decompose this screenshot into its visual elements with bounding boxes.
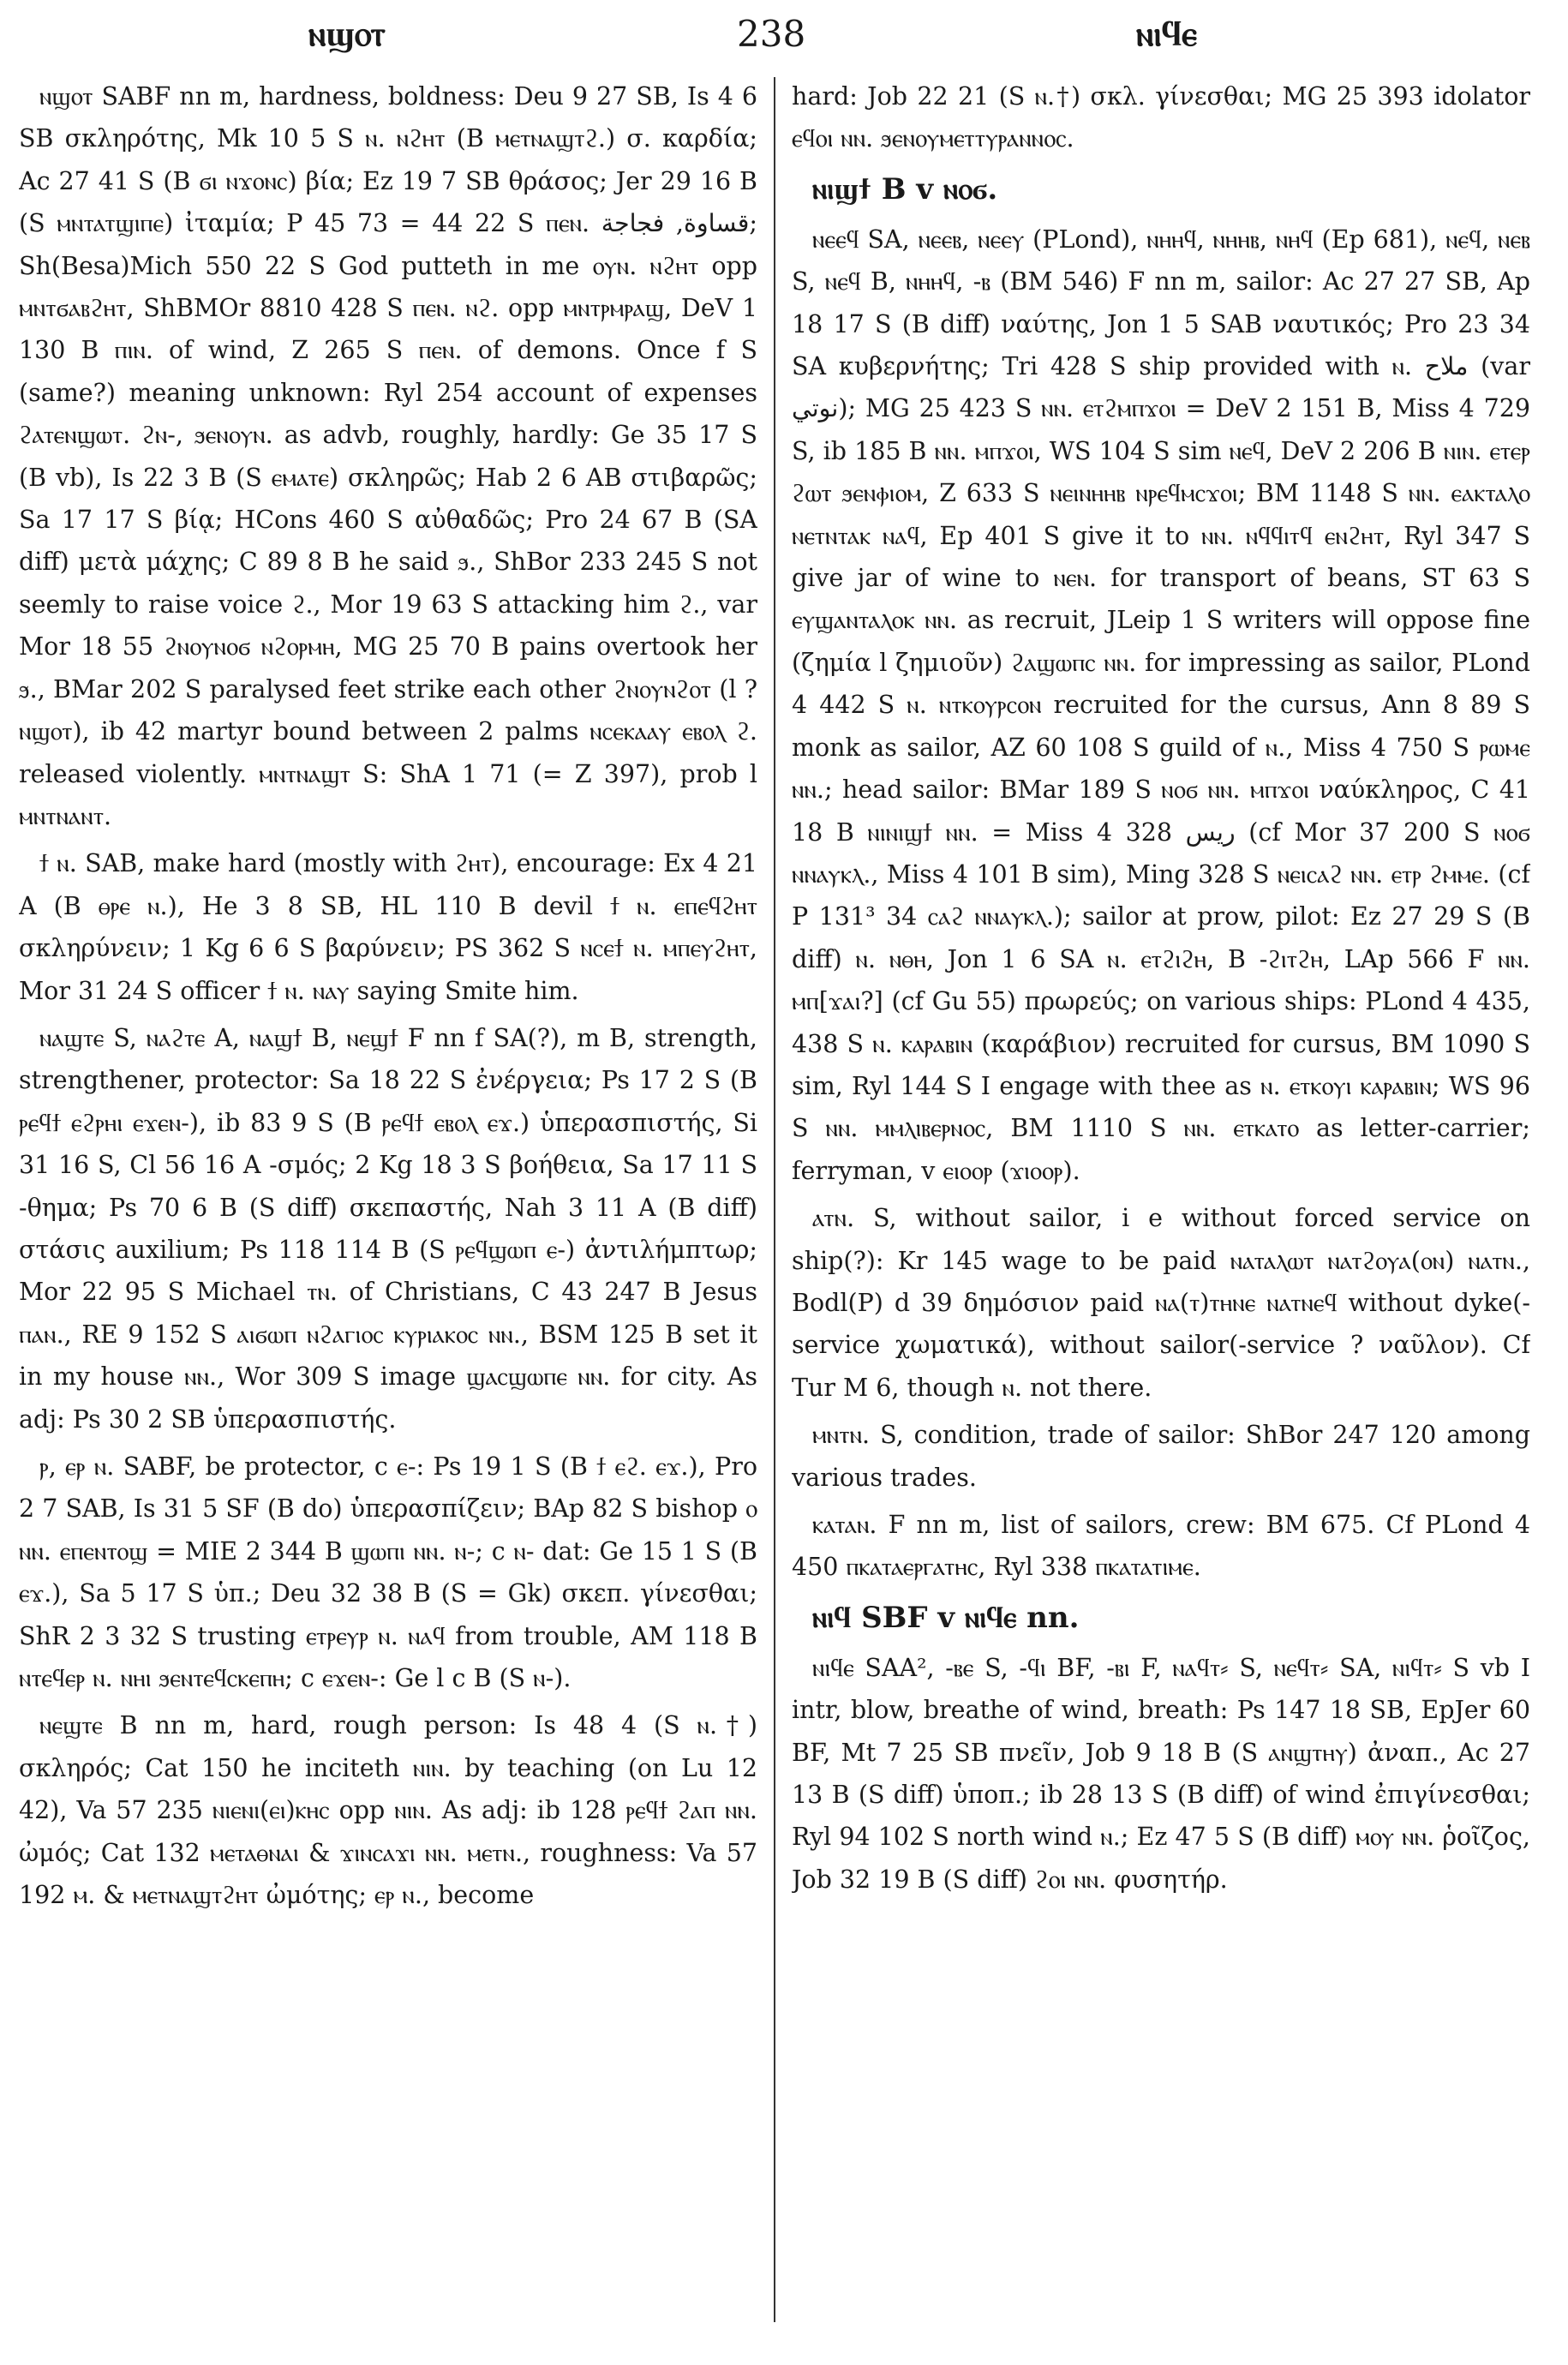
entry-nishti: ⲛⲓϣϯ B v ⲛⲟϭ. [812,171,998,207]
entry-neef: ⲛⲉⲉϥ SA, ⲛⲉⲉⲃ, ⲛⲉⲉⲩ (PLond), ⲛⲏⲏϥ, ⲛⲏⲏⲃ, ⲛⲏϥ (Ep 681), ⲛⲉϥ, ⲛⲉⲃ S, ⲛⲉϥ B, ⲛⲏⲏϥ, -ⲃ (BM 546) F nn m, sailor: Ac 27 27 SB, Ap 18 17 S (B diff) ναύτης, Jon 1 5 SAB ναυτικός; Pro 23 34 SA κυβερνήτης; Tri 428 S ship provided with ⲛ. ﻣﻼﺡ (var ﻧﻮﺗﻲ); MG 25 423 S ⲛⲛ. ⲉⲧϩⲙⲡϫⲟⲓ = DeV 2 151 B, Miss 4 729 S, ib 185 B ⲛⲛ. ⲙⲡϫⲟⲓ, WS 104 S sim ⲛⲉϥ, DeV 2 206 B ⲛⲓⲛ. ⲉⲧⲉⲣ ϩⲱⲧ ϧⲉⲛⲫⲓⲟⲙ, Z 633 S ⲛⲉⲓⲛⲏⲏⲃ ⲛⲣⲉϥⲙⲥϫⲟⲓ; BM 1148 S ⲛⲛ. ⲉⲁⲕⲧⲁⲗⲟ ⲛⲉⲧⲛⲧⲁⲕ ⲛⲁϥ, Ep 401 S give it to ⲛⲛ. ⲛϥϥⲓⲧϥ ⲉⲛϩⲏⲧ, Ryl 347 S give jar of wine to ⲛⲉⲛ. for transport of beans, ST 63 S ⲉⲩϣⲁⲛⲧⲁⲗⲟⲕ ⲛⲛ. as recruit, JLeip 1 S writers will oppose fine (ζημία l ζημιοῦν) ϩⲁϣⲱⲡⲥ ⲛⲛ. for impressing as sailor, PLond 4 442 S ⲛ. ⲛⲧⲕⲟⲩⲣⲥⲟⲛ recruited for the cursus, Ann 8 89 S monk as sailor, AZ 60 108 S guild of ⲛ., Miss 4 750 S ⲣⲱⲙⲉ ⲛⲛ.; head sailor: BMar 189 S ⲛⲟϭ ⲛⲛ. ⲙⲡϫⲟⲓ ναύκληρος, C 41 18 B ⲛⲓⲛⲓϣϯ ⲛⲛ. = Miss 4 328 ﺭﻳﺲ (cf Mor 37 200 S ⲛⲟϭ ⲛⲛⲁⲩⲕⲗ., Miss 4 101 B sim), Ming 328 S ⲛⲉⲓⲥⲁϩ ⲛⲛ. ⲉⲧⲣ ϩⲙⲙⲉ. (cf P 131³ 34 ⲥⲁϩ ⲛⲛⲁⲩⲕⲗ.); sailor at prow, pilot: Ez 27 29 S (B diff) ⲛ. ⲛⲑⲏ, Jon 1 6 SA ⲛ. ⲉⲧϩⲓϩⲏ, B -ϩⲓⲧϩⲏ, LAp 566 F ⲛⲛ. ⲙⲡ[ϫⲁⲓ?] (cf Gu 55) πρωρεύς; on various ships: PLond 4 435, 438 S ⲛ. ⲕⲁⲣⲁⲃⲓⲛ (καράβιον) recruited for cursus, BM 1090 S sim, Ryl 144 S I engage with thee as ⲛ. ⲉⲧⲕⲟⲩⲓ ⲕⲁⲣⲁⲃⲓⲛ; WS 96 S ⲛⲛ. ⲙⲙⲗⲓⲃⲉⲣⲛⲟⲥ, BM 1110 S ⲛⲛ. ⲉⲧⲕⲁⲧⲟ as letter-carrier; ferryman, v ⲉⲓⲟⲟⲣ (ϫⲓⲟⲟⲣ). [792,225,1530,1185]
entry-mntn: ⲙⲛⲧⲛ. S, condition, trade of sailor: ShBor 247 120 among various trades. [792,1421,1530,1492]
entry-atn: ⲁⲧⲛ. S, without sailor, i e without forced service on ship(?): Kr 145 wage to be paid ⲛⲁⲧⲁⲗⲱⲧ ⲛⲁⲧϩⲟⲩⲁ(ⲟⲛ) ⲛⲁⲧⲛ., Bodl(P) d 39 δημόσιον paid ⲛⲁ(ⲧ)ⲧⲏⲛⲉ ⲛⲁⲧⲛⲉϥ without dyke(-service χωματικά), without sailor(-service ? ναῦλον). Cf Tur M 6, though ⲛ. not there. [792,1204,1530,1402]
running-head-left: ⲛϣⲟⲧ [308,14,386,54]
entry-continuation: hard: Job 22 21 (S ⲛ.†) σκλ. γίνεσθαι; MG 25 393 idolator ⲉϥⲟⲓ ⲛⲛ. ϧⲉⲛⲟⲩⲙⲉⲧⲧⲩⲣⲁⲛⲛⲟⲥ. [792,82,1530,153]
page-number: 238 [737,13,806,55]
entry-er-n: ⲣ, ⲉⲣ ⲛ. SABF, be protector, c ⲉ-: Ps 19 1 S (B ϯ ⲉϩ. ⲉϫ.), Pro 2 7 SAB, Is 31 5 SF (B do) ὑπερασπίζειν; BAp 82 S bishop ⲟ ⲛⲛ. ⲉⲡⲉⲛⲧⲟϣ = MIE 2 344 B ϣⲱⲡⲓ ⲛⲛ. ⲛ-; c ⲛ- dat: Ge 15 1 S (B ⲉϫ.), Sa 5 17 S ὑπ.; Deu 32 38 B (S = Gk) σκεπ. γίνεσθαι; ShR 2 3 32 S trusting ⲉⲧⲣⲉⲩⲣ ⲛ. ⲛⲁϥ from trouble, AM 118 B ⲛⲧⲉϥⲉⲣ ⲛ. ⲛⲏⲓ ϧⲉⲛⲧⲉϥⲥⲕⲉⲡⲏ; c ⲉϫⲉⲛ-: Ge l c B (S ⲛ-). [19,1452,757,1693]
entry-ti-n: ϯ ⲛ. SAB, make hard (mostly with ϩⲏⲧ), encourage: Ex 4 21 A (B ⲑⲣⲉ ⲛ.), He 3 8 SB, HL 110 B devil ϯ ⲛ. ⲉⲡⲉϥϩⲏⲧ σκληρύνειν; 1 Kg 6 6 S βαρύνειν; PS 362 S ⲛⲥⲉϯ ⲛ. ⲙⲡⲉⲩϩⲏⲧ, Mor 31 24 S officer ϯ ⲛ. ⲛⲁⲩ saying Smite him. [19,849,757,1005]
entry-nashte: ⲛⲁϣⲧⲉ S, ⲛⲁϩⲧⲉ A, ⲛⲁϣϯ B, ⲛⲉϣϯ F nn f SA(?), m B, strength, strengthener, protector: Sa 18 22 S ἐνέργεια; Ps 17 2 S (B ⲣⲉϥϯ ⲉϩⲣⲏⲓ ⲉϫⲉⲛ-), ib 83 9 S (B ⲣⲉϥϯ ⲉⲃⲟⲗ ⲉϫ.) ὑπερασπιστής, Si 31 16 S, Cl 56 16 A -σμός; 2 Kg 18 3 S βοήθεια, Sa 17 11 S -θημα; Ps 70 6 B (S diff) σκεπαστής, Nah 3 11 A (B diff) στάσις auxilium; Ps 118 114 B (S ⲣⲉϥϣⲱⲡ ⲉ-) ἀντιλήμπτωρ; Mor 22 95 S Michael ⲧⲛ. of Christians, C 43 247 B Jesus ⲡⲁⲛ., RE 9 152 S ⲁⲓϭⲱⲡ ⲛϩⲁⲅⲓⲟⲥ ⲕⲩⲣⲓⲁⲕⲟⲥ ⲛⲛ., BSM 125 B set it in my house ⲛⲛ., Wor 309 S image ϣⲁⲥϣⲱⲡⲉ ⲛⲛ. for city. As adj: Ps 30 2 SB ὑπερασπιστής. [19,1023,757,1434]
entry-nife: ⲛⲓϥⲉ SAA², -ⲃⲉ S, -ϥⲓ BF, -ⲃⲓ F, ⲛⲁϥⲧ⸗ S, ⲛⲉϥⲧ⸗ SA, ⲛⲓϥⲧ⸗ S vb I intr, blow, breathe of wind, breath: Ps 147 18 SB, EpJer 60 BF, Mt 7 25 SB πνεῖν, Job 9 18 B (S ⲁⲛϣⲧⲏⲩ) ἀναπ., Ac 27 13 B (S diff) ὑποπ.; ib 28 13 S (B diff) of wind ἐπιγίνεσθαι; Ryl 94 102 S north wind ⲛ.; Ez 47 5 S (B diff) ⲙⲟⲩ ⲛⲛ. ῥοῖζος, Job 32 19 B (S diff) ϩⲟⲓ ⲛⲛ. φυσητήρ. [792,1653,1530,1894]
entry-katan: ⲕⲁⲧⲁⲛ. F nn m, list of sailors, crew: BM 675. Cf PLond 4 450 ⲡⲕⲁⲧⲁⲉⲣⲅⲁⲧⲏⲥ, Ryl 338 ⲡⲕⲁⲧⲁⲧⲓⲙⲉ. [792,1511,1530,1582]
left-column [19,75,757,2355]
entry-nif: ⲛⲓϥ SBF v ⲛⲓϥⲉ nn. [812,1600,1080,1635]
entry-neshte: ⲛⲉϣⲧⲉ B nn m, hard, rough person: Is 48 4 (S ⲛ.†) σκληρός; Cat 150 he inciteth ⲛⲓⲛ. by teaching (on Lu 12 42), Va 57 235 ⲛⲓⲉⲛⲓ(ⲉⲓ)ⲕⲏⲥ opp ⲛⲓⲛ. As adj: ib 128 ⲣⲉϥϯ ϩⲁⲡ ⲛⲛ. ὠμός; Cat 132 ⲙⲉⲧⲁⲑⲛⲁⲓ & ϫⲓⲛⲥⲁϫⲓ ⲛⲛ. ⲙⲉⲧⲛ., roughness: Va 57 192 ⲙ. & ⲙⲉⲧⲛⲁϣⲧϩⲏⲧ ὠμότης; ⲉⲣ ⲛ., become [19,1711,757,1910]
right-column [792,75,1530,2355]
entry-nshot: ⲛϣⲟⲧ SABF nn m, hardness, boldness: Deu 9 27 SB, Is 4 6 SB σκληρότης, Mk 10 5 S ⲛ. ⲛϩⲏⲧ (B ⲙⲉⲧⲛⲁϣⲧϩ.) σ. καρδία; Ac 27 41 S (B ϭⲓ ⲛϫⲟⲛⲥ) βία; Ez 19 7 SB θράσος; Jer 29 16 B (S ⲙⲛⲧⲁⲧϣⲓⲡⲉ) ἰταμία; P 45 73 = 44 22 S ⲡⲉⲛ. ﻗﺴﺎﻭﺓ, ﻓﺠﺎﺟﺔ; Sh(Besa)Mich 550 22 S God putteth in me ⲟⲩⲛ. ⲛϩⲏⲧ opp ⲙⲛⲧϭⲁⲃϩⲏⲧ, ShBMOr 8810 428 S ⲡⲉⲛ. ⲛϩ. opp ⲙⲛⲧⲣⲙⲣⲁϣ, DeV 1 130 B ⲡⲓⲛ. of wind, Z 265 S ⲡⲉⲛ. of demons. Once f S (same?) meaning unknown: Ryl 254 account of expenses ϩⲁⲧⲉⲛϣⲱⲧ. ϩⲛ-, ϧⲉⲛⲟⲩⲛ. as advb, roughly, hardly: Ge 35 17 S (B vb), Is 22 3 B (S ⲉⲙⲁⲧⲉ) σκληρῶς; Hab 2 6 AB στιβαρῶς; Sa 17 17 S βίᾳ; HCons 460 S αὐθαδῶς; Pro 24 67 B (SA diff) μετὰ μάχης; C 89 8 B he said ϧ., ShBor 233 245 S not seemly to raise voice ϩ., Mor 19 63 S attacking him ϩ., var Mor 18 55 ϩⲛⲟⲩⲛⲟϭ ⲛϩⲟⲣⲙⲏ, MG 25 70 B pains overtook her ϧ., BMar 202 S paralysed feet strike each other ϩⲛⲟⲩⲛϩⲟⲧ (l ? ⲛϣⲟⲧ), ib 42 martyr bound between 2 palms ⲛⲥⲉⲕⲁⲁⲩ ⲉⲃⲟⲗ ϩ. released violently. ⲙⲛⲧⲛⲁϣⲧ S: ShA 1 71 (= Z 397), prob l ⲙⲛⲧⲛⲁⲛⲧ. [19,82,757,830]
running-head-right: ⲛⲓϥⲉ [1136,14,1197,54]
column-divider [774,77,775,2322]
